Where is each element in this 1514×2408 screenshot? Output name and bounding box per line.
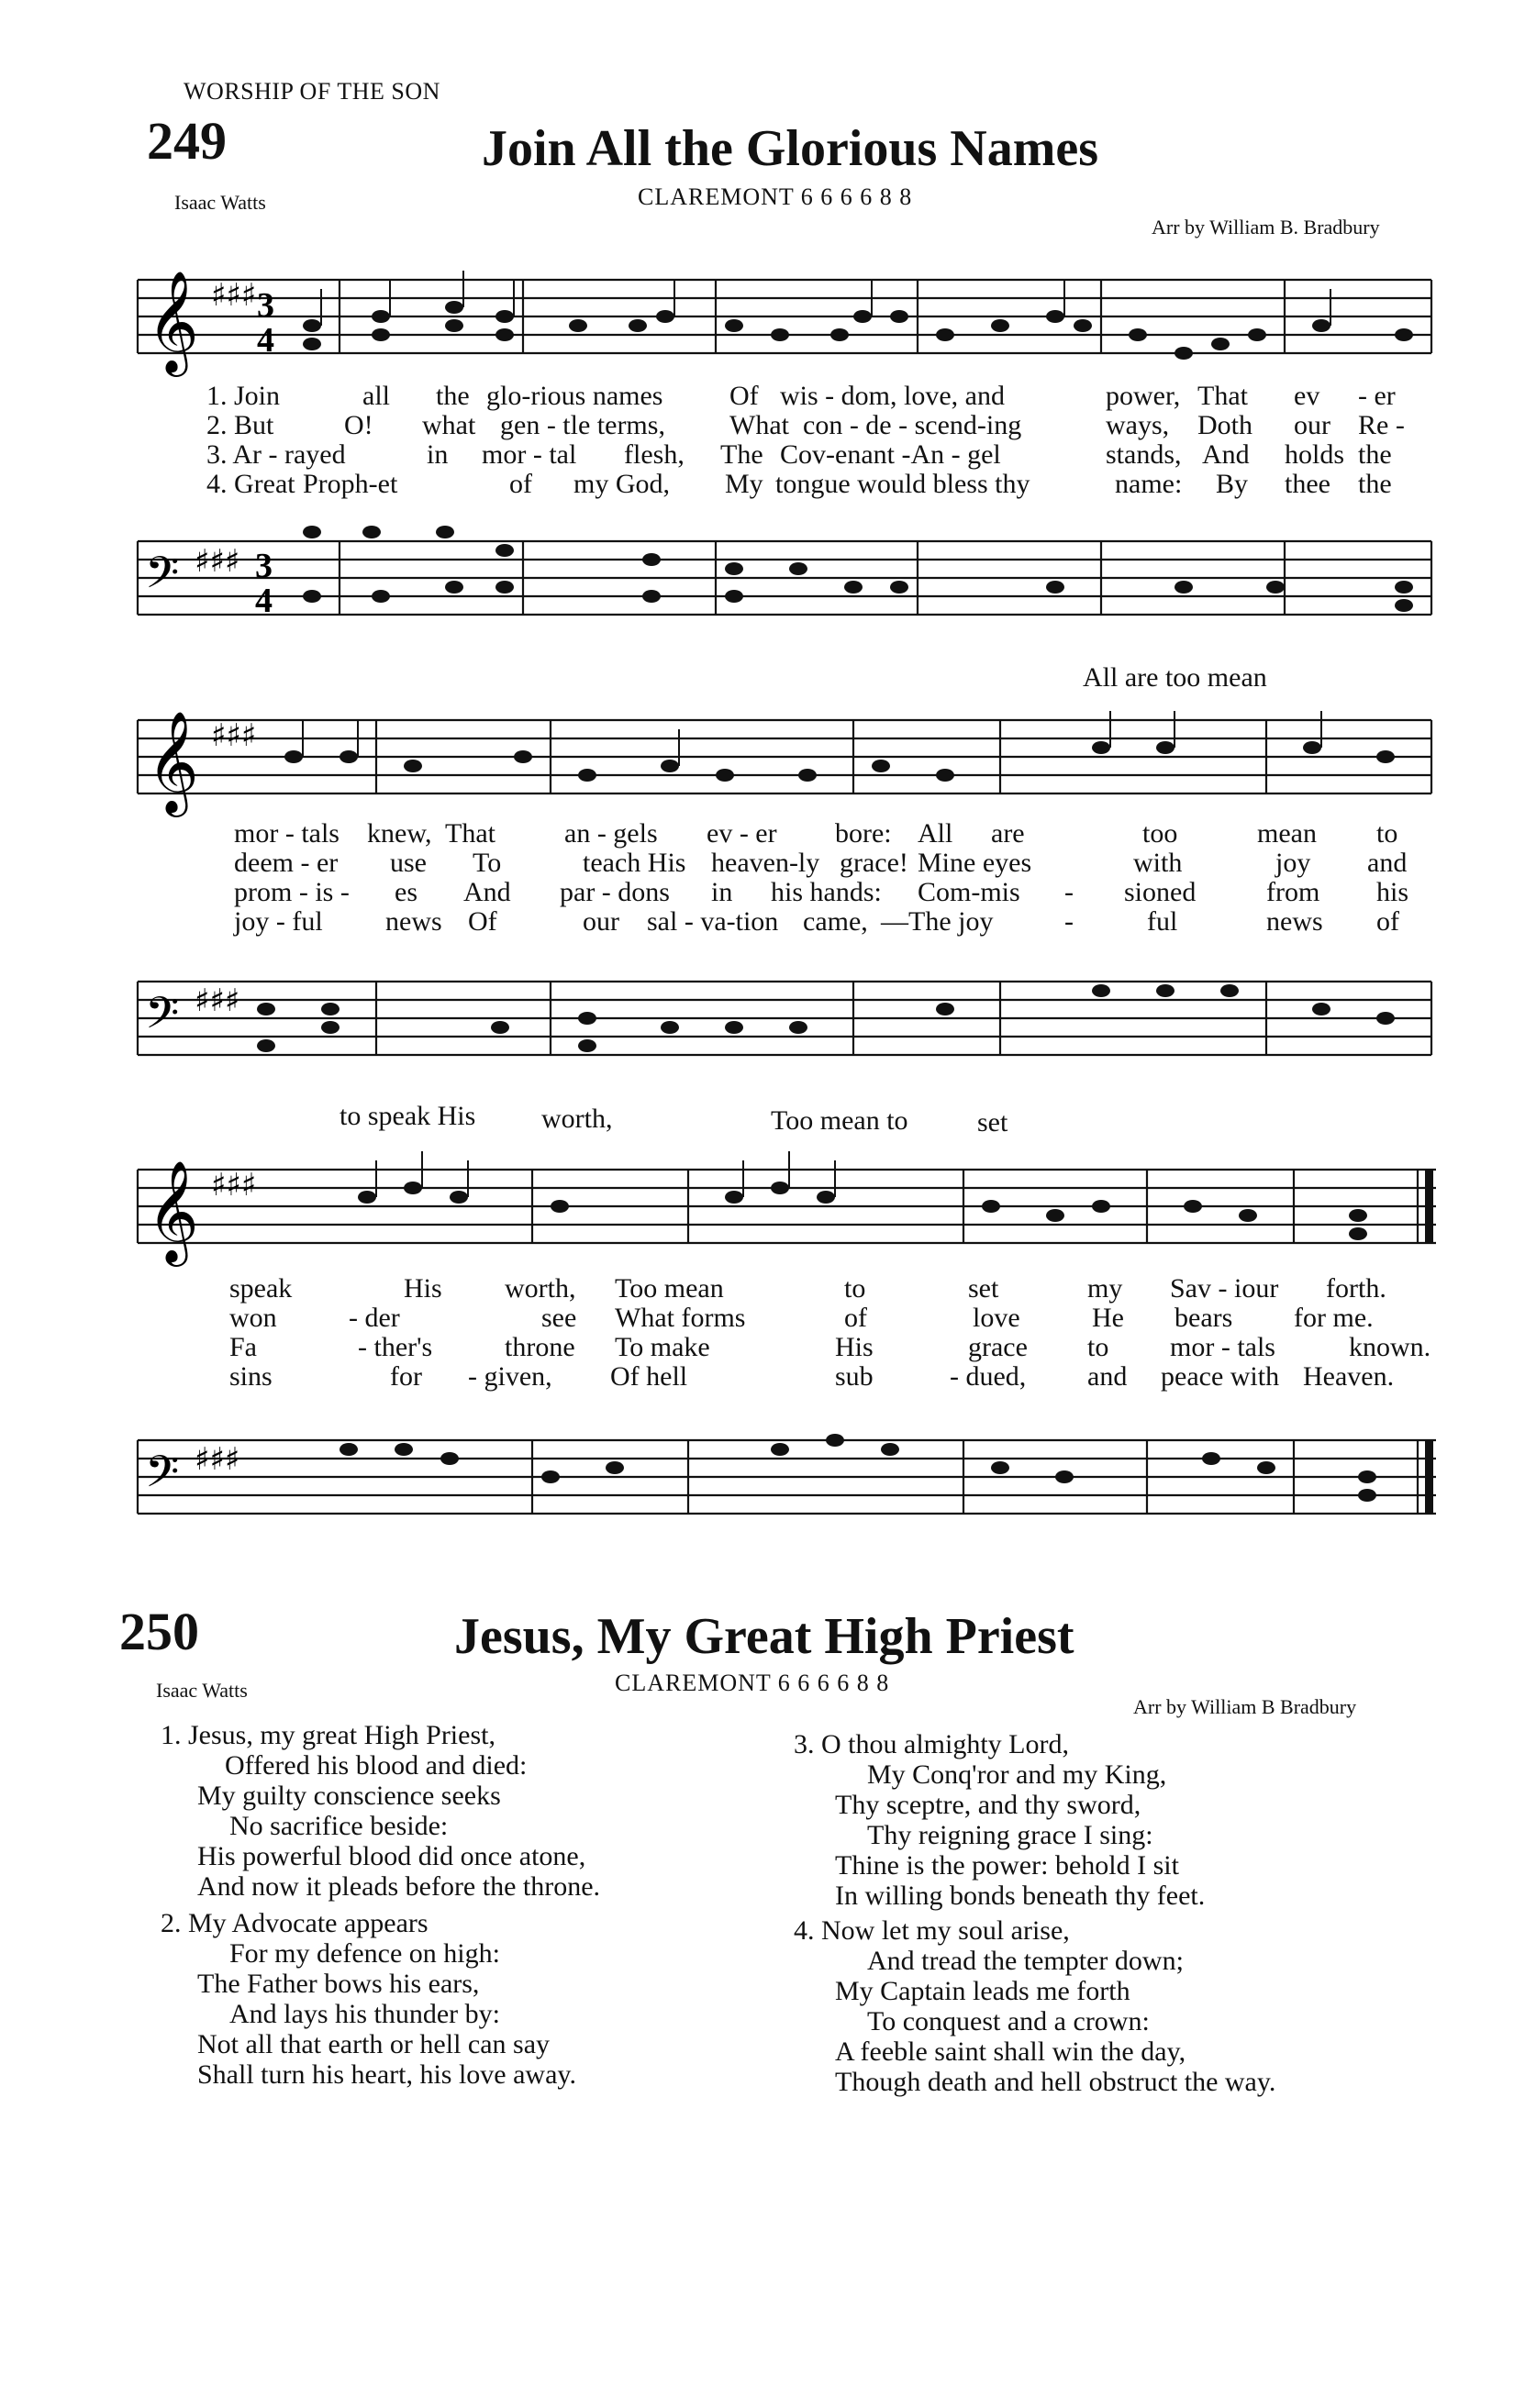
lyric-syllable: Too mean xyxy=(615,1273,724,1304)
svg-text:𝄢: 𝄢 xyxy=(145,547,180,609)
lyric-syllable: peace with xyxy=(1161,1361,1280,1392)
lyric-syllable: That xyxy=(445,818,495,849)
svg-text:𝄢: 𝄢 xyxy=(145,987,180,1049)
system-2-verse-2 xyxy=(234,848,1436,879)
system-2-verse-1 xyxy=(234,818,1436,849)
lyric-syllable: his hands: xyxy=(771,877,882,907)
lyric-syllable: Sav - iour xyxy=(1170,1273,1279,1304)
lyric-syllable: sioned xyxy=(1124,877,1197,907)
stanza-line: Thy reigning grace I sing: xyxy=(867,1820,1153,1850)
lyric-syllable: sins xyxy=(229,1361,273,1392)
lyric-syllable: glo-rious names xyxy=(486,381,663,411)
lyric-syllable: tongue would bless thy xyxy=(775,469,1030,499)
svg-text:4: 4 xyxy=(257,321,274,360)
lyric-syllable: sal - va-tion xyxy=(647,906,779,937)
stanza-line: The Father bows his ears, xyxy=(197,1969,480,1999)
lyric-syllable: mor - tal xyxy=(482,439,577,470)
stanza-line: And tread the tempter down; xyxy=(867,1946,1184,1976)
hymn-249-tune: CLAREMONT 6 6 6 6 8 8 xyxy=(638,183,913,210)
svg-text:♯♯♯: ♯♯♯ xyxy=(195,543,240,580)
lyric-syllable: the xyxy=(1358,439,1392,470)
stanza-line: For my defence on high: xyxy=(229,1938,500,1969)
lyric-syllable: ways, xyxy=(1106,410,1170,440)
lyric-syllable: That xyxy=(1197,381,1248,411)
stanza-line: In willing bonds beneath thy feet. xyxy=(835,1881,1206,1911)
svg-text:♯♯♯: ♯♯♯ xyxy=(195,982,240,1019)
stanza-line: Not all that earth or hell can say xyxy=(197,2029,551,2059)
lyric-syllable: ev xyxy=(1294,381,1320,411)
lyric-syllable: see xyxy=(541,1303,577,1333)
lyric-syllable: 4. Great xyxy=(206,469,295,499)
system-1-verse-4 xyxy=(206,469,1436,500)
lyric-syllable: throne xyxy=(505,1332,575,1362)
stanza-line: And lays his thunder by: xyxy=(229,1999,500,2029)
system-1-bass-staff xyxy=(138,518,1441,642)
lyric-syllable: 3. Ar - rayed xyxy=(206,439,346,470)
lyric-syllable: My xyxy=(725,469,763,499)
lyric-syllable: Cov-enant -An - gel xyxy=(780,439,1001,470)
hymn-250-arranger: Arr by William B Bradbury xyxy=(1133,1695,1357,1718)
lyric-syllable: O! xyxy=(344,410,373,440)
lyric-syllable: came, xyxy=(803,906,868,937)
lyric-syllable: ful xyxy=(1147,906,1178,937)
lyric-syllable: what xyxy=(422,410,476,440)
lyric-syllable: set xyxy=(968,1273,999,1304)
lyric-syllable: 2. But xyxy=(206,410,274,440)
system-3-bass-staff xyxy=(138,1413,1441,1541)
lyric-syllable: What forms xyxy=(615,1303,746,1333)
lyric-syllable: ev - er xyxy=(707,818,777,849)
lyric-syllable: wis - dom, love, and xyxy=(780,381,1005,411)
lyric-syllable: Com-mis xyxy=(918,877,1020,907)
lyric-syllable: To xyxy=(473,848,502,878)
lyric-syllable: prom - is - xyxy=(234,877,350,907)
system-3-treble-staff xyxy=(138,1147,1441,1266)
lyric-syllable: All xyxy=(918,818,953,849)
stanza-line: Thine is the power: behold I sit xyxy=(835,1850,1179,1881)
lyric-syllable: - given, xyxy=(468,1361,552,1392)
svg-text:𝄞: 𝄞 xyxy=(147,710,199,813)
lyric-syllable: the xyxy=(1358,469,1392,499)
system-2-cue-text: All are too mean xyxy=(1083,662,1267,693)
lyric-syllable: holds xyxy=(1285,439,1345,470)
stanza-line: 2. My Advocate appears xyxy=(161,1908,429,1938)
lyric-syllable: news xyxy=(385,906,442,937)
lyric-syllable: won xyxy=(229,1303,277,1333)
lyric-syllable: with xyxy=(1133,848,1183,878)
lyric-syllable: are xyxy=(991,818,1025,849)
lyric-syllable: name: xyxy=(1115,469,1183,499)
system-3-cue-d: set xyxy=(977,1107,1008,1137)
lyric-syllable: to xyxy=(1376,818,1398,849)
svg-text:𝄞: 𝄞 xyxy=(147,270,199,372)
lyric-syllable: worth, xyxy=(505,1273,576,1304)
lyric-syllable: - dued, xyxy=(950,1361,1027,1392)
lyric-syllable: What xyxy=(729,410,789,440)
svg-text:3: 3 xyxy=(257,286,274,325)
system-2-bass-staff xyxy=(138,954,1441,1082)
hymn-250-stanza-2 xyxy=(161,1908,766,2090)
lyric-syllable: all xyxy=(362,381,390,411)
lyric-syllable: my God, xyxy=(573,469,670,499)
lyric-syllable: the xyxy=(436,381,470,411)
stanza-line: 4. Now let my soul arise, xyxy=(794,1915,1070,1946)
lyric-syllable: too xyxy=(1142,818,1178,849)
lyric-syllable: Fa xyxy=(229,1332,257,1362)
lyric-syllable: knew, xyxy=(367,818,432,849)
svg-text:𝄞: 𝄞 xyxy=(147,1160,199,1262)
system-3-verse-2 xyxy=(229,1303,1441,1334)
svg-text:3: 3 xyxy=(255,547,273,585)
lyric-syllable: By xyxy=(1216,469,1249,499)
stanza-line: My Captain leads me forth xyxy=(835,1976,1130,2006)
hymn-250-author: Isaac Watts xyxy=(156,1679,248,1702)
system-1-verse-2 xyxy=(206,410,1436,441)
stanza-line: Though death and hell obstruct the way. xyxy=(835,2067,1276,2097)
stanza-line: Shall turn his heart, his love away. xyxy=(197,2059,576,2090)
lyric-syllable: Of xyxy=(468,906,497,937)
lyric-syllable: - der xyxy=(349,1303,400,1333)
lyric-syllable: for me. xyxy=(1294,1303,1374,1333)
stanza-line: And now it pleads before the throne. xyxy=(197,1871,601,1902)
lyric-syllable: The xyxy=(720,439,763,470)
lyric-syllable: - xyxy=(1064,877,1074,907)
lyric-syllable: our xyxy=(583,906,619,937)
lyric-syllable: his xyxy=(1376,877,1409,907)
lyric-syllable: and xyxy=(1367,848,1408,878)
stanza-line: My guilty conscience seeks xyxy=(197,1781,501,1811)
stanza-line: To conquest and a crown: xyxy=(867,2006,1150,2036)
lyric-syllable: to xyxy=(844,1273,866,1304)
lyric-syllable: - er xyxy=(1358,381,1396,411)
lyric-syllable: - ther's xyxy=(358,1332,433,1362)
lyric-syllable: mor - tals xyxy=(234,818,340,849)
section-heading: WORSHIP OF THE SON xyxy=(184,78,440,105)
lyric-syllable: an - gels xyxy=(564,818,658,849)
hymn-250-stanza-3 xyxy=(794,1729,1436,1911)
stanza-line: Thy sceptre, and thy sword, xyxy=(835,1790,1141,1820)
system-3-cue-c: Too mean to xyxy=(771,1105,908,1136)
svg-text:♯♯♯: ♯♯♯ xyxy=(211,1167,257,1204)
lyric-syllable: Heaven. xyxy=(1303,1361,1395,1392)
stanza-line: A feeble saint shall win the day, xyxy=(835,2036,1186,2067)
lyric-syllable: Proph-et xyxy=(303,469,398,499)
system-3-verse-3 xyxy=(229,1332,1441,1363)
lyric-syllable: And xyxy=(1202,439,1250,470)
lyric-syllable: bore: xyxy=(835,818,892,849)
lyric-syllable: His xyxy=(404,1273,442,1304)
lyric-syllable: flesh, xyxy=(624,439,685,470)
lyric-syllable: sub xyxy=(835,1361,874,1392)
lyric-syllable: es xyxy=(395,877,417,907)
system-1-verse-1 xyxy=(206,381,1436,412)
lyric-syllable: deem - er xyxy=(234,848,339,878)
hymn-250-title: Jesus, My Great High Priest xyxy=(454,1608,1074,1665)
hymn-249-number: 249 xyxy=(147,111,227,171)
hymn-250-stanza-4 xyxy=(794,1915,1436,2097)
lyric-syllable: thee xyxy=(1285,469,1330,499)
lyric-syllable: grace xyxy=(968,1332,1028,1362)
svg-text:♯♯♯: ♯♯♯ xyxy=(195,1441,240,1478)
lyric-syllable: known. xyxy=(1349,1332,1431,1362)
hymn-250-tune: CLAREMONT 6 6 6 6 8 8 xyxy=(615,1670,890,1696)
lyric-syllable: in xyxy=(711,877,733,907)
lyric-syllable: my xyxy=(1087,1273,1123,1304)
lyric-syllable: for xyxy=(390,1361,422,1392)
lyric-syllable: con - de - scend-ing xyxy=(803,410,1022,440)
lyric-syllable: use xyxy=(390,848,427,878)
system-3-cue-b: worth, xyxy=(541,1104,613,1134)
svg-text:♯♯♯: ♯♯♯ xyxy=(211,277,257,314)
lyric-syllable: speak xyxy=(229,1273,293,1304)
lyric-syllable: joy xyxy=(1275,848,1311,878)
lyric-syllable: teach His xyxy=(583,848,686,878)
stanza-line: 3. O thou almighty Lord, xyxy=(794,1729,1069,1759)
hymn-249-arranger: Arr by William B. Bradbury xyxy=(1152,216,1380,239)
system-1-treble-staff xyxy=(138,261,1441,376)
lyric-syllable: par - dons xyxy=(560,877,670,907)
lyric-syllable: forth. xyxy=(1326,1273,1386,1304)
lyric-syllable: Mine eyes xyxy=(918,848,1032,878)
svg-text:4: 4 xyxy=(255,582,273,620)
system-2-verse-3 xyxy=(234,877,1436,908)
lyric-syllable: of xyxy=(1376,906,1399,937)
hymn-250-stanza-1 xyxy=(161,1720,766,1902)
lyric-syllable: gen - tle terms, xyxy=(500,410,665,440)
lyric-syllable: 1. Join xyxy=(206,381,281,411)
system-2-verse-4 xyxy=(234,906,1436,938)
svg-text:♯♯♯: ♯♯♯ xyxy=(211,717,257,754)
lyric-syllable: heaven-ly xyxy=(711,848,820,878)
lyric-syllable: mean xyxy=(1257,818,1317,849)
lyric-syllable: grace! xyxy=(840,848,908,878)
system-1-verse-3 xyxy=(206,439,1436,471)
svg-text:𝄢: 𝄢 xyxy=(145,1446,180,1508)
lyric-syllable: power, xyxy=(1106,381,1181,411)
hymn-250-number: 250 xyxy=(119,1602,199,1661)
lyric-syllable: from xyxy=(1266,877,1320,907)
stanza-line: No sacrifice beside: xyxy=(229,1811,449,1841)
lyric-syllable: To make xyxy=(615,1332,710,1362)
stanza-line: 1. Jesus, my great High Priest, xyxy=(161,1720,495,1750)
lyric-syllable: stands, xyxy=(1106,439,1182,470)
lyric-syllable: Of xyxy=(729,381,759,411)
lyric-syllable: in xyxy=(427,439,449,470)
hymn-249-title: Join All the Glorious Names xyxy=(482,120,1099,177)
system-3-cue-a: to speak His xyxy=(340,1101,476,1131)
stanza-line: His powerful blood did once atone, xyxy=(197,1841,586,1871)
lyric-syllable: love xyxy=(973,1303,1020,1333)
lyric-syllable: He xyxy=(1092,1303,1124,1333)
lyric-syllable: joy - ful xyxy=(234,906,323,937)
system-3-verse-1 xyxy=(229,1273,1441,1304)
lyric-syllable: Of hell xyxy=(610,1361,688,1392)
lyric-syllable: bears xyxy=(1174,1303,1233,1333)
lyric-syllable: And xyxy=(463,877,511,907)
lyric-syllable: our xyxy=(1294,410,1330,440)
lyric-syllable: and xyxy=(1087,1361,1128,1392)
lyric-syllable: Doth xyxy=(1197,410,1252,440)
lyric-syllable: of xyxy=(509,469,532,499)
lyric-syllable: mor - tals xyxy=(1170,1332,1275,1362)
lyric-syllable: —The joy xyxy=(881,906,994,937)
system-2-treble-staff xyxy=(138,702,1441,816)
hymn-249-author: Isaac Watts xyxy=(174,191,266,214)
lyric-syllable: His xyxy=(835,1332,874,1362)
lyric-syllable: of xyxy=(844,1303,867,1333)
stanza-line: Offered his blood and died: xyxy=(225,1750,528,1781)
lyric-syllable: Re - xyxy=(1358,410,1405,440)
lyric-syllable: - xyxy=(1064,906,1074,937)
lyric-syllable: news xyxy=(1266,906,1323,937)
lyric-syllable: to xyxy=(1087,1332,1109,1362)
system-3-verse-4 xyxy=(229,1361,1441,1393)
stanza-line: My Conq'ror and my King, xyxy=(867,1759,1167,1790)
